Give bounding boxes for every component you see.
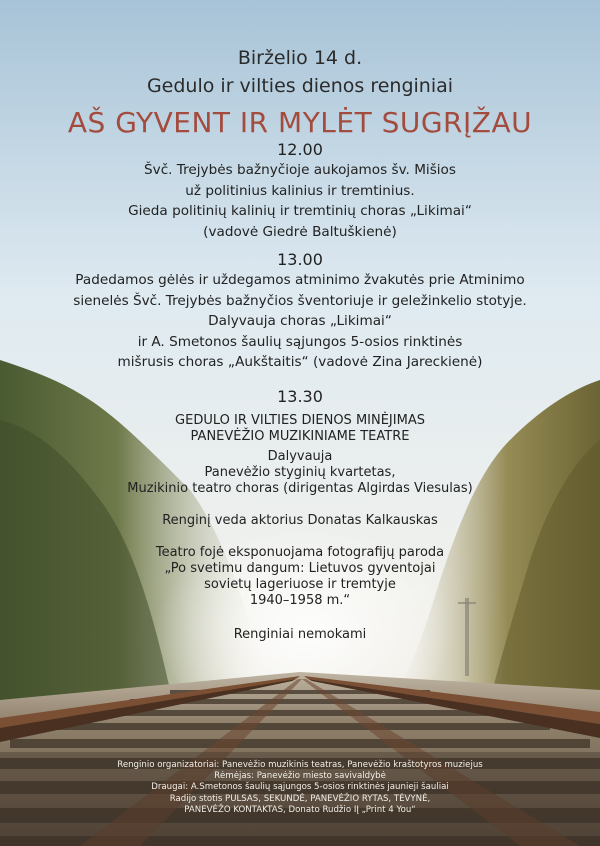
event-time-1: 12.00 — [277, 140, 323, 159]
free-admission-note: Renginiai nemokami — [233, 626, 367, 642]
poster-title: AŠ GYVENT IR MYLĖT SUGRĮŽAU — [67, 106, 533, 139]
exhibition-line: Teatro fojė eksponuojama fotografijų paroda — [155, 544, 445, 560]
footer-organizers: Renginio organizatoriai: Panevėžio muzikinis teatras, Panevėžio kraštotyros muziejus — [117, 760, 483, 770]
commemoration-venue: PANEVĖŽIO MUZIKINIAME TEATRE — [190, 428, 410, 444]
event-2-line: Padedamos gėlės ir uždegamos atminimo žvakutės prie Atminimo — [75, 272, 525, 288]
exhibition-line: sovietų lageriuose ir tremtyje — [204, 576, 396, 592]
exhibition-line: 1940–1958 m.“ — [249, 592, 351, 608]
footer-sponsor: Rėmėjas: Panevėžio miesto savivaldybė — [214, 771, 386, 782]
footer-media: PANEVĖŽO KONTAKTAS, Donato Rudžio IĮ „Print 4 You“ — [184, 804, 416, 815]
footer-media: Radijo stotis PULSAS, SEKUNDĖ, PANEVĖŽIO RYTAS, TĖVYNĖ, — [169, 793, 431, 804]
event-2-line: mišrusis choras „Aukštaitis“ (vadovė Zina Jareckienė) — [117, 354, 483, 370]
event-1-line: (vadovė Giedrė Baltuškienė) — [203, 223, 397, 240]
event-2-line: ir A. Smetonos šaulių sąjungos 5-osios rinktinės — [137, 333, 463, 350]
event-1-line: už politinius kalinius ir tremtinius. — [185, 182, 415, 199]
participants-line: Muzikinio teatro choras (dirigentas Algirdas Viesulas) — [127, 480, 473, 496]
event-1-line: Švč. Trejybės bažnyčioje aukojamos šv. Mišios — [144, 162, 456, 178]
event-host: Renginį veda aktorius Donatas Kalkauskas — [162, 512, 438, 528]
event-2-line: sienelės Švč. Trejybės bažnyčios šventoriuje ir geležinkelio stotyje. — [73, 292, 527, 309]
participants-line: Dalyvauja — [267, 448, 333, 464]
commemoration-title: GEDULO IR VILTIES DIENOS MINĖJIMAS — [175, 412, 425, 428]
event-2-line: Dalyvauja choras „Likimai“ — [208, 313, 392, 329]
event-time-2: 13.00 — [277, 250, 323, 269]
event-date: Birželio 14 d. — [237, 47, 363, 69]
event-1-line: Gieda politinių kalinių ir tremtinių choras „Likimai“ — [128, 203, 472, 219]
event-subtitle: Gedulo ir vilties dienos renginiai — [146, 75, 454, 97]
footer-credits — [0, 760, 600, 816]
participants-line: Panevėžio styginių kvartetas, — [204, 464, 396, 480]
exhibition-line: „Po svetimu dangum: Lietuvos gyventojai — [164, 560, 436, 576]
footer-friends: Draugai: A.Smetonos šaulių sąjungos 5-osios rinktinės jaunieji šauliai — [151, 782, 449, 793]
event-time-3: 13.30 — [277, 386, 323, 406]
